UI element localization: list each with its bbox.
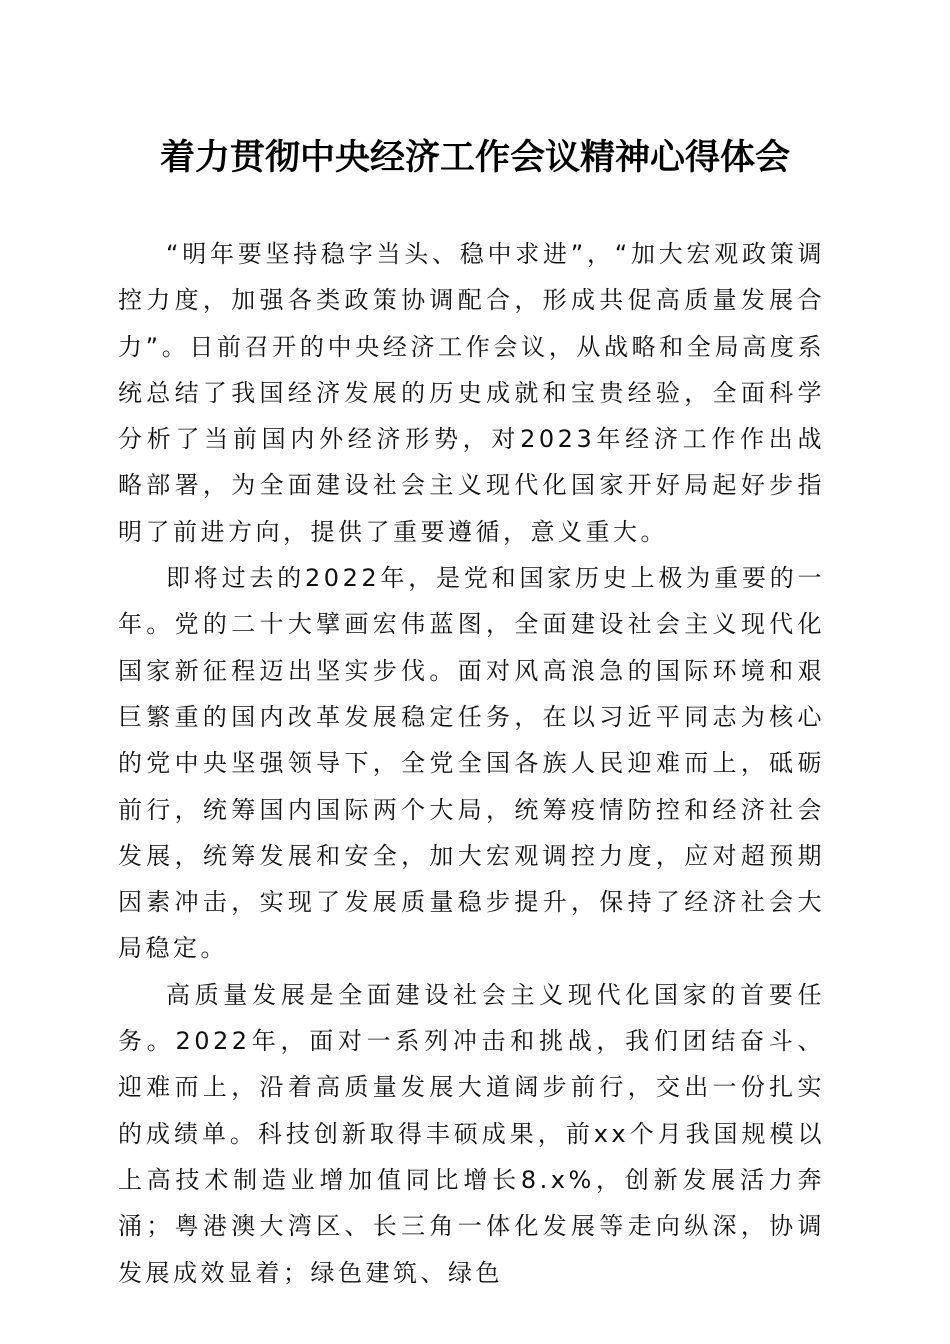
paragraph-2: 即将过去的2022年，是党和国家历史上极为重要的一年。党的二十大擘画宏伟蓝图，全面建设社会主义现代化国家新征程迈出坚实步伐。面对风高浪急的国际环境和艰巨繁重的国内改革发展稳定任务，在以习近平同志为核心的党中央坚强领导下，全党全国各族人民迎难而上，砥砺前行，统筹国内国际两个大局，统筹疫情防控和经济社会发展，统筹发展和安全，加大宏观调控力度，应对超预期因素冲击，实现了发展质量稳步提升，保持了经济社会大局稳定。 <box>118 564 825 963</box>
document-body <box>118 231 825 1296</box>
paragraph-3: 高质量发展是全面建设社会主义现代化国家的首要任务。2022年，面对一系列冲击和挑战，我们团结奋斗、迎难而上，沿着高质量发展大道阔步前行，交出一份扎实的成绩单。科技创新取得丰硕成果，前xx个月我国规模以上高技术制造业增加值同比增长8.x%，创新发展活力奔涌；粤港澳大湾区、长三角一体化发展等走向纵深，协调发展成效显着；绿色建筑、绿色 <box>118 980 825 1287</box>
document-title: 着力贯彻中央经济工作会议精神心得体会 <box>159 137 790 178</box>
paragraph-1: “明年要坚持稳字当头、稳中求进”，“加大宏观政策调控力度，加强各类政策协调配合，形成共促高质量发展合力”。日前召开的中央经济工作会议，从战略和全局高度系统总结了我国经济发展的历史成就和宝贵经验，全面科学分析了当前国内外经济形势，对2023年经济工作作出战略部署，为全面建设社会主义现代化国家开好局起好步指明了前进方向，提供了重要遵循，意义重大。 <box>118 240 825 546</box>
